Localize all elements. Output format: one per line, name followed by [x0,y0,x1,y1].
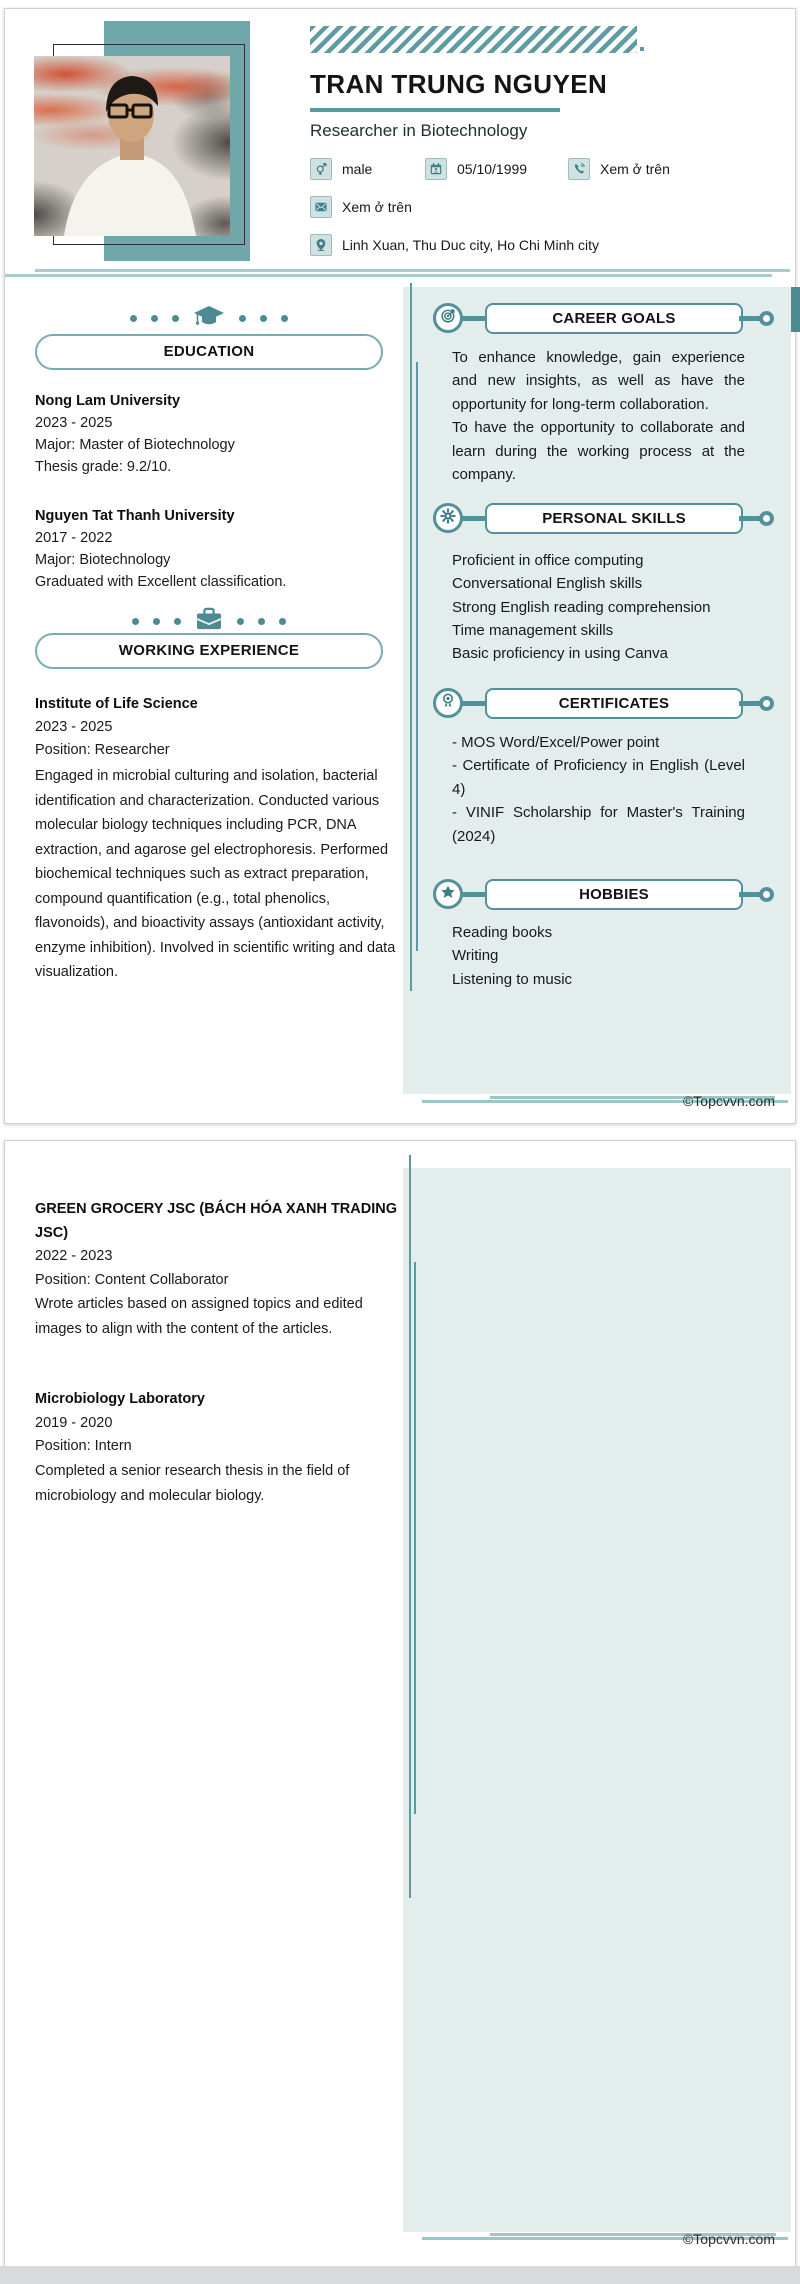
hobby-item: Reading books [452,924,553,941]
personal-skills-badge [433,503,463,533]
education-note: Thesis grade: 9.2/10. [35,459,172,475]
medal-icon [440,692,456,714]
target-icon [440,307,457,329]
hobbies-list [452,921,752,991]
hobbies-badge [433,879,463,909]
graduation-cap-icon [193,305,225,332]
phone-icon [568,158,590,180]
cv-page-1 [4,8,796,1124]
education-section-marker [35,306,383,330]
contact-address-value: Linh Xuan, Thu Duc city, Ho Chi Minh city [342,237,600,253]
watermark: ©Topcvvn.com [682,2231,775,2247]
location-pin-icon [310,234,332,256]
viewer-end-strip [0,2266,800,2284]
experience-years: 2023 - 2025 [35,719,113,735]
contact-gender [310,158,372,180]
education-note: Graduated with Excellent classification. [35,574,287,590]
experience-description: Completed a senior research thesis in the field of microbiology and molecular biology. [35,1462,350,1504]
panel-accent-line [410,283,412,991]
experience-position: Position: Intern [35,1438,132,1454]
candidate-name: TRAN TRUNG NGUYEN [310,69,608,99]
education-entry [35,390,397,478]
gear-icon [440,508,456,529]
education-major: Major: Biotechnology [35,552,171,568]
certificate-item: - VINIF Scholarship for Master's Training (2024) [452,804,745,845]
education-years: 2017 - 2022 [35,530,113,546]
education-header: EDUCATION [35,334,383,370]
personal-skills-header: PERSONAL SKILLS [485,503,743,534]
watermark: ©Topcvvn.com [682,1093,775,1109]
calendar-icon [425,158,447,180]
connector-dot [759,696,774,711]
contact-gender-value: male [342,161,373,177]
briefcase-icon [195,607,223,636]
profile-photo [34,56,230,236]
side-panel [403,1168,791,2232]
header-divider-line [35,269,790,272]
experience-entry [35,1388,397,1509]
connector-dot [759,511,774,526]
experience-description: Engaged in microbial culturing and isolation, bacterial identification and characterization. Conducted various molecular biology techniques including PCR, DNA extraction, and agarose gel electrophoresis. Performed biochemical techniques such as extract preparation, compound quantification (e.g., total phenolics, flavonoids), and bioactivity assays (antioxidant activity, enzyme inhibition). Involved in scientific writing and data visualization. [35,768,396,980]
hobby-item: Listening to music [452,970,573,988]
job-title: Researcher in Biotechnology [310,121,528,140]
education-major: Major: Master of Biotechnology [35,437,235,453]
experience-years: 2019 - 2020 [35,1414,113,1431]
certificates-header: CERTIFICATES [485,688,743,719]
panel-accent-line-2 [414,1262,416,1814]
panel-accent-line [409,1155,411,1898]
name-underline [310,108,560,112]
contact-email-value: Xem ở trên [342,199,412,215]
contact-phone [568,158,670,180]
career-goals-section-header [433,303,779,334]
experience-org: Microbiology Laboratory [35,1391,205,1407]
contact-dob [425,158,527,180]
career-goals-header: CAREER GOALS [485,303,743,334]
star-icon [440,884,456,905]
education-entry [35,505,397,593]
contact-dob-value: 05/10/1999 [457,161,528,177]
experience-org: GREEN GROCERY JSC (BÁCH HÓA XANH TRADING JSC) [35,1201,397,1241]
skill-item: Basic proficiency in using Canva [452,645,668,663]
certificate-item: - Certificate of Proficiency in English (Level 4) [452,757,745,798]
experience-org: Institute of Life Science [35,696,198,712]
cv-page-2 [4,1140,796,2268]
experience-description: Wrote articles based on assigned topics and edited images to align with the content of the articles. [35,1296,363,1337]
header-divider-line-2 [5,274,772,277]
skill-item: Proficient in office computing [452,552,644,569]
skill-item: Strong English reading comprehension [452,598,711,616]
hobbies-header: HOBBIES [485,879,743,910]
person-illustration [34,56,230,236]
panel-accent-line-2 [416,362,418,951]
hobby-item: Writing [452,947,499,965]
personal-skills-list [452,549,752,665]
gender-icon [310,158,332,180]
certificates-list [452,731,745,848]
experience-header: WORKING EXPERIENCE [35,633,383,669]
experience-years: 2022 - 2023 [35,1248,113,1264]
hobbies-section-header [433,879,779,910]
connector-dot [759,311,774,326]
school-name: Nong Lam University [35,393,181,409]
certificates-badge [433,688,463,718]
envelope-icon [310,196,332,218]
certificates-section-header [433,688,779,719]
experience-position: Position: Researcher [35,742,170,758]
contact-address [310,234,599,256]
experience-position: Position: Content Collaborator [35,1271,229,1288]
career-goals-text: To enhance knowledge, gain experience and new insights, as well as have the opportunity for long-term collaboration. To have the opportunity to collaborate and learn during the working process at the company. [452,349,745,484]
contact-phone-value: Xem ở trên [600,161,670,177]
hatch-decoration [310,26,637,53]
certificate-item: - MOS Word/Excel/Power point [452,734,660,751]
connector-dot [759,887,774,902]
experience-section-marker [35,609,383,633]
skill-item: Conversational English skills [452,575,643,593]
edge-accent-bar [791,287,800,332]
contact-email [310,196,412,218]
experience-entry [35,693,397,985]
personal-skills-section-header [433,503,779,534]
experience-entry [35,1198,397,1342]
school-name: Nguyen Tat Thanh University [35,508,235,524]
career-goals-badge [433,303,463,333]
skill-item: Time management skills [452,621,614,639]
education-years: 2023 - 2025 [35,415,113,431]
